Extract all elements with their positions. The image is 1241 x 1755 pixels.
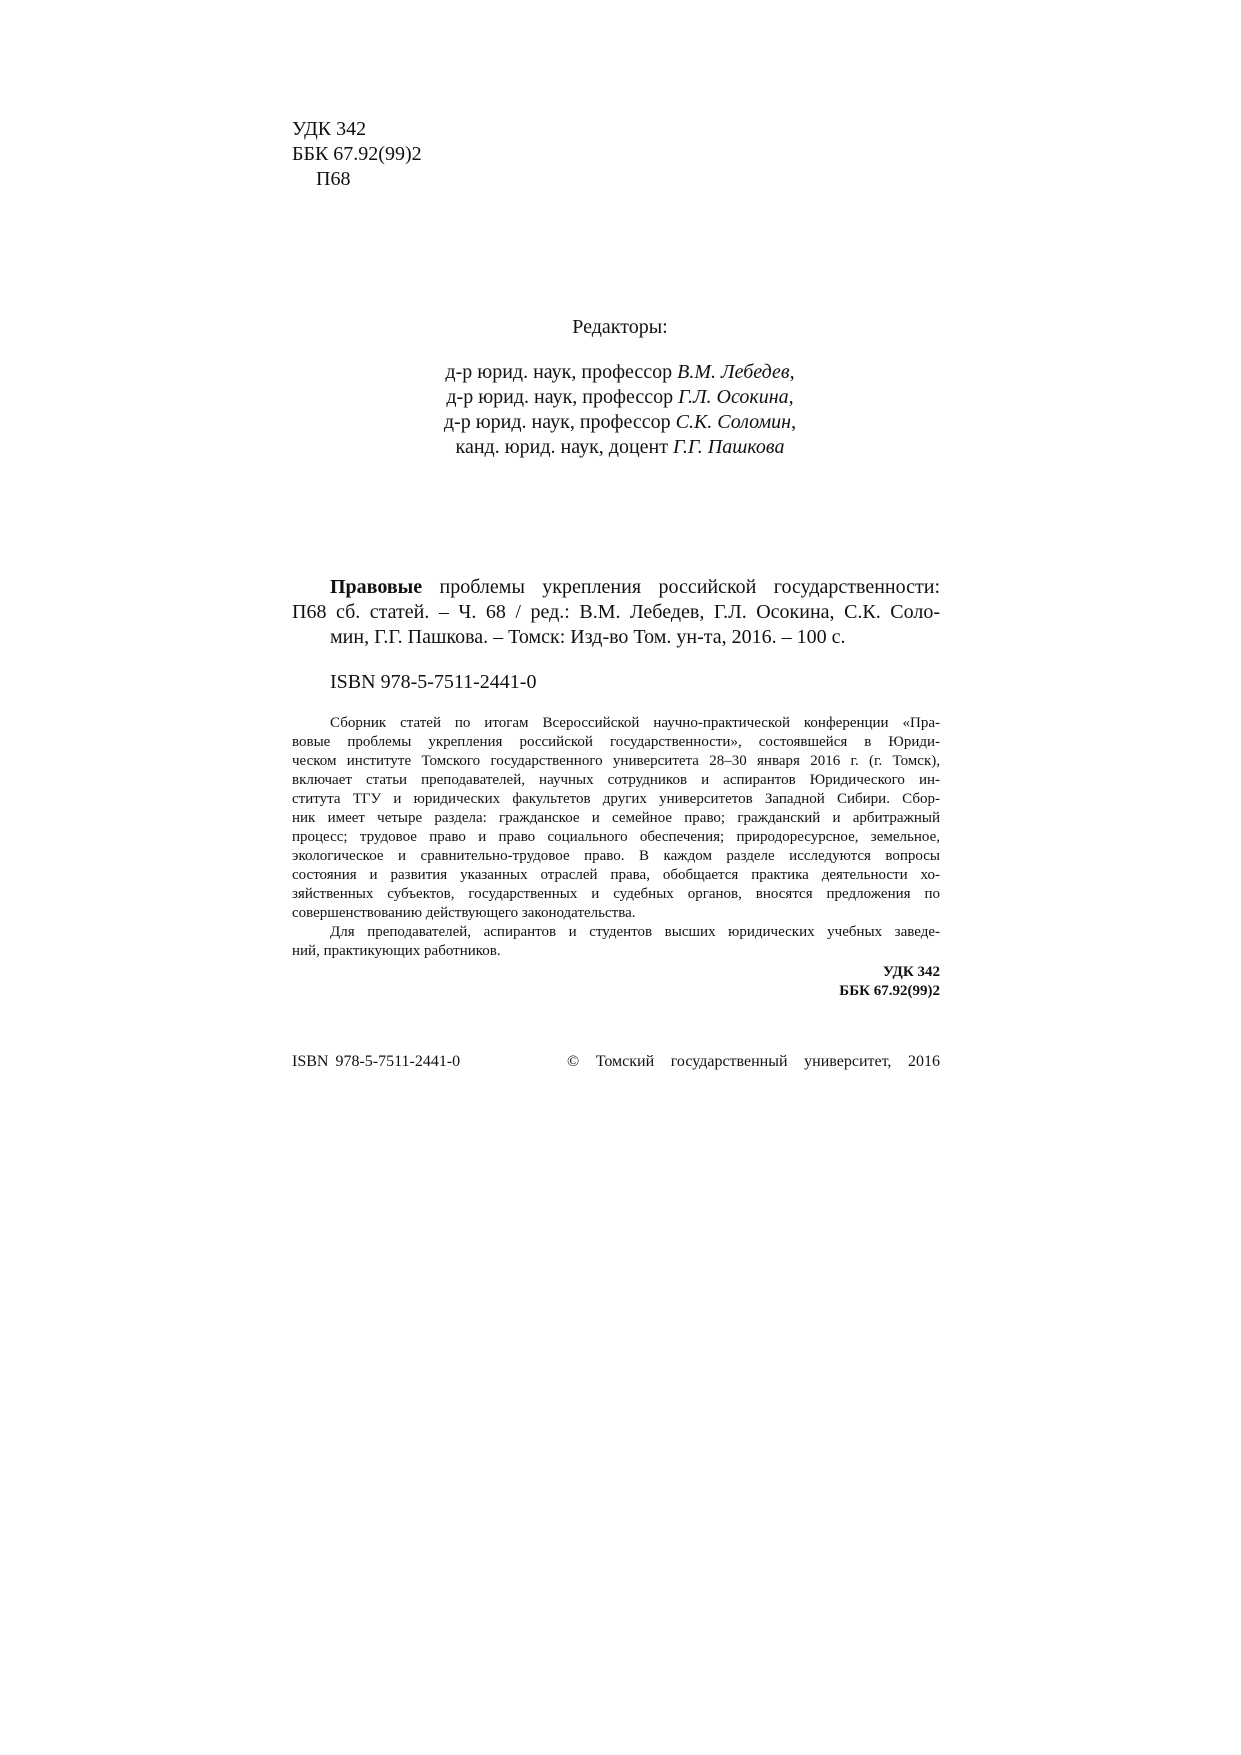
editor-suffix: , <box>791 411 797 433</box>
biblio-line <box>292 575 940 600</box>
annotation-line: состояния и развития указанных отраслей права, обобщается практика деятельности хо- <box>292 867 940 883</box>
annotation-line: включает статьи преподавателей, научных сотрудников и аспирантов Юридического ин- <box>292 772 940 788</box>
editor-title: канд. юрид. наук, доцент <box>455 436 669 458</box>
annotation <box>292 714 940 961</box>
udk-code: УДК 342 <box>292 118 367 140</box>
editors-list <box>400 360 840 460</box>
audience-line: ний, практикующих работников. <box>292 943 501 959</box>
annotation-line: ститута ТГУ и юридических факультетов других университетов Западной Сибири. Сбор- <box>292 791 940 807</box>
isbn: ISBN 978-5-7511-2441-0 <box>330 671 537 693</box>
editor-name: Г.Г. Пашкова <box>673 436 785 458</box>
editor-title: д-р юрид. наук, профессор <box>443 411 671 433</box>
biblio-title-bold: Правовые <box>330 576 423 598</box>
editor-name: С.К. Соломин <box>675 411 792 433</box>
footer-isbn: ISBN 978-5-7511-2441-0 <box>292 1053 461 1070</box>
bibliographic-description <box>292 575 940 650</box>
annotation-line: ник имеет четыре раздела: гражданское и семейное право; гражданский и арбитражный <box>292 810 940 826</box>
editor-title: д-р юрид. наук, профессор <box>445 361 673 383</box>
audience-line: Для преподавателей, аспирантов и студентов высших юридических учебных заведе- <box>330 924 940 940</box>
editor-title: д-р юрид. наук, профессор <box>446 386 674 408</box>
annotation-line: Сборник статей по итогам Всероссийской научно-практической конференции «Пра- <box>330 715 940 731</box>
annotation-line: совершенствованию действующего законодательства. <box>292 905 636 921</box>
editor-entry <box>400 435 840 460</box>
annotation-line: процесс; трудовое право и право социального обеспечения; природоресурсное, земельное, <box>292 829 940 845</box>
editor-suffix: , <box>788 386 794 408</box>
annotation-line: вовые проблемы укрепления российской государственности», состоявшейся в Юриди- <box>292 734 940 750</box>
editor-suffix: , <box>789 361 795 383</box>
editor-entry <box>400 410 840 435</box>
classification-codes-bold <box>760 963 940 1001</box>
bbk-code-bold: ББК 67.92(99)2 <box>839 983 940 999</box>
footer-copyright: © Томский государственный университет, 2016 <box>567 1053 940 1070</box>
udk-code-bold: УДК 342 <box>883 964 940 980</box>
author-mark: П68 <box>316 168 351 190</box>
biblio-line: П68 сб. статей. – Ч. 68 / ред.: В.М. Лебедев, Г.Л. Осокина, С.К. Соло- <box>292 601 940 623</box>
editor-entry <box>400 360 840 385</box>
editor-name: Г.Л. Осокина <box>678 386 789 408</box>
bbk-code: ББК 67.92(99)2 <box>292 143 422 165</box>
editors-heading: Редакторы: <box>572 316 668 338</box>
annotation-line: экологическое и сравнительно-трудовое право. В каждом разделе исследуются вопросы <box>292 848 940 864</box>
biblio-line: мин, Г.Г. Пашкова. – Томск: Изд-во Том. ун-та, 2016. – 100 с. <box>330 626 846 648</box>
editor-entry <box>400 385 840 410</box>
classification-codes <box>292 117 422 192</box>
editor-name: В.М. Лебедев <box>677 361 790 383</box>
annotation-line: ческом институте Томского государственного университета 28–30 января 2016 г. (г. Томск), <box>292 753 940 769</box>
biblio-title-rest: проблемы укрепления российской государственности: <box>439 576 940 598</box>
annotation-line: зяйственных субъектов, государственных и судебных органов, вносятся предложения по <box>292 886 940 902</box>
